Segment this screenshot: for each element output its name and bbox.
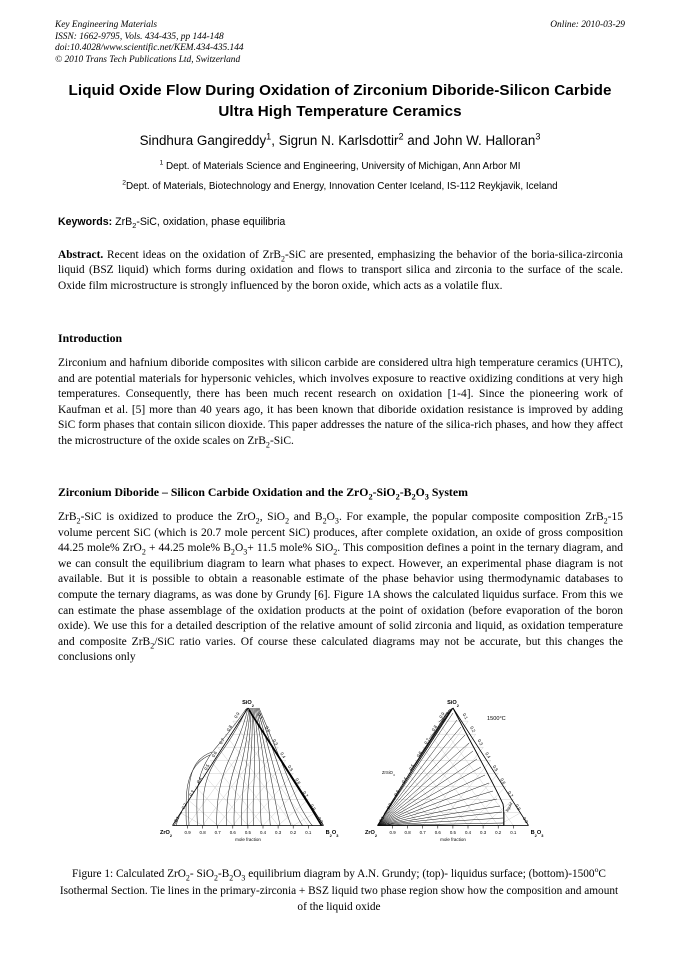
section-heading-system: Zirconium Diboride – Silicon Carbide Oxidation and the $ZrO_2-SiO_2-B_2O_3$ System: [58, 485, 468, 502]
svg-text:0.8: 0.8: [199, 830, 206, 835]
svg-text:0.2: 0.2: [180, 802, 188, 811]
ternary-diagram-liquidus: [148, 692, 348, 860]
journal-issn: ISSN: 1662-9795, Vols. 434-435, pp 144-148: [55, 31, 224, 42]
svg-text:0.3: 0.3: [480, 830, 487, 835]
svg-text:0.5: 0.5: [449, 830, 456, 835]
keywords-label: Keywords:: [58, 216, 113, 228]
svg-text:0.5: 0.5: [286, 764, 295, 773]
author-list: Sindhura Gangireddy$^1$, Sigrun N. Karlsdottir$^2$ and John W. Halloran$^3$: [139, 131, 541, 148]
svg-text:0.5: 0.5: [408, 763, 416, 772]
ternary-right-tick-labels-2: [462, 712, 530, 824]
svg-text:0.7: 0.7: [214, 830, 221, 835]
svg-text:0.6: 0.6: [499, 777, 507, 786]
ternary-right-corner-label: $B_2O_3$: [325, 830, 339, 838]
svg-text:0.3: 0.3: [476, 738, 484, 747]
zrsio4-phase-label: ZrSiO$_4$: [382, 770, 395, 777]
svg-text:0.2: 0.2: [264, 725, 272, 734]
ternary-right-corner-label-2: $B_2O_3$: [530, 830, 544, 838]
ternary-grid: [173, 721, 324, 825]
svg-text:0.4: 0.4: [484, 751, 492, 760]
journal-doi: doi:10.4028/www.scientific.net/KEM.434-435.144: [55, 43, 244, 54]
svg-text:0.3: 0.3: [271, 738, 279, 747]
svg-text:0.8: 0.8: [225, 724, 234, 733]
svg-text:0.7: 0.7: [301, 790, 310, 799]
ternary-left-corner-label-2: ZrO$_2$: [364, 830, 378, 838]
svg-text:0.9: 0.9: [184, 830, 191, 835]
svg-text:0.5: 0.5: [491, 764, 500, 773]
journal-header: [55, 20, 625, 66]
svg-text:0.9: 0.9: [521, 816, 530, 825]
figure-1: [60, 692, 620, 860]
figure-caption: Figure 1: Calculated ZrO$_2$- $SiO_2-B_2O_3$ equilibrium diagram by A.N. Grundy; (top)- liquidus surface; (bottom)-1500$^o$C Isothermal Section. Tie lines in the primary-zirconia + BSZ liquid two phase region show how the composition and amount of the liquid oxide: [59, 865, 619, 913]
keywords-line: [58, 215, 623, 229]
svg-text:0.6: 0.6: [210, 750, 218, 759]
svg-text:0.1: 0.1: [173, 815, 181, 824]
affiliation-2: $^2$Dept. of Materials, Biotechnology and Energy, Innovation Center Iceland, IS-112 Reykjavik, Iceland: [122, 179, 558, 192]
svg-text:0.6: 0.6: [434, 830, 441, 835]
journal-copyright: © 2010 Trans Tech Publications Ltd, Switzerland: [55, 54, 241, 65]
ternary-left-corner-label: ZrO$_2$: [159, 830, 173, 838]
svg-text:0.9: 0.9: [389, 830, 396, 835]
temperature-annotation: 1500°C: [487, 716, 506, 722]
svg-text:0.2: 0.2: [469, 725, 477, 734]
svg-text:0.9: 0.9: [316, 816, 325, 825]
svg-text:0.8: 0.8: [404, 830, 411, 835]
ternary-apex-label: SiO$_2$: [242, 700, 254, 708]
abstract-block: [58, 248, 623, 294]
abstract-text: Recent ideas on the oxidation of ZrB$_2$-SiC are presented, emphasizing the behavior of the boria-silica-zirconia liquid (BSZ liquid) which forms during oxidation and flows to transport silica and zirconia to the surface of the scale. Oxide film microstructure is strongly influenced by the boron oxide, which acts as a volatile flux.: [58, 249, 623, 292]
keywords-value: ZrB$_2$-SiC, oxidation, phase equilibria: [115, 216, 286, 231]
svg-text:0.7: 0.7: [419, 830, 426, 835]
svg-text:0.7: 0.7: [506, 790, 515, 799]
svg-text:0.6: 0.6: [415, 750, 423, 759]
section-body-system: ZrB$_2$-SiC is oxidized to produce the ZrO$_2$, SiO$_2$ and $B_2O_3$. For example, the popular composite composition ZrB$_2$-15 volume percent SiC (which is 20.7 mole percent SiC) produces, after complete oxidation, an oxide of gross composition 44.25 mole% ZrO$_2$ + 44.25 mole% $B_2O_3+ 11.5$ mole% SiO$_2$. This composition defines a point in the ternary diagram, and we can consult the equilibrium diagram to learn what phases to expect. However, an experimental phase diagram is not available. But it is possible to obtain a reasonable estimate of the phase behavior using thermodynamic databases to compute the ternary diagrams, as was done by Grundy [6]. Figure 1A shows the calculated liquidus surface. From this we can estimate the phase assemblage of the oxidation products at the point of oxidation (before evaporation of the boron oxide). We use this for a detailed description of the relative amount of solid zirconia and liquid, as oxidation temperature and composite ZrB$_2$/SiC ratio varies. Of course these calculated diagrams may not be accurate, but this changes the conclusions only: [58, 511, 624, 664]
section-heading-introduction: Introduction: [58, 331, 123, 345]
ternary-diagram-isothermal: [348, 692, 558, 860]
svg-text:0.2: 0.2: [495, 830, 502, 835]
svg-text:0.2: 0.2: [385, 802, 393, 811]
svg-text:0.8: 0.8: [430, 724, 439, 733]
svg-text:0.1: 0.1: [256, 712, 264, 721]
tie-lines: [378, 713, 504, 826]
ternary-bottom-ticks-2: [393, 826, 514, 829]
svg-text:0.8: 0.8: [309, 803, 317, 812]
svg-text:0.4: 0.4: [279, 751, 287, 760]
svg-text:0.6: 0.6: [294, 777, 302, 786]
abstract-label: Abstract.: [58, 249, 104, 261]
affiliation-1: $^1$ Dept. of Materials Science and Engineering, University of Michigan, Ann Arbor MI: [159, 159, 521, 172]
svg-text:0.6: 0.6: [229, 830, 236, 835]
svg-text:0.4: 0.4: [464, 830, 472, 835]
svg-text:0.1: 0.1: [305, 830, 312, 835]
section-body-introduction: Zirconium and hafnium diboride composites with silicon carbide are considered ultra high temperature ceramics (UHTC), and are potential materials for hypersonic vehicles, which involves exposure to reactive oxidizing conditions at very high temperatures. Consequently, there has been much recent research on oxidation [1-4]. Since the pioneering work of Kaufman et al. [5] more than 40 years ago, it has been known that diboride oxidation resistance is improved by adding SiC form phases that contain silicon dioxide. This paper addresses the nature of the silica-rich phases, and how they affect the microstructure of the oxide scales on ZrB$_2$-SiC.: [58, 357, 623, 450]
page-title: Liquid Oxide Flow During Oxidation of Zirconium Diboride-Silicon Carbide Ultra High Temperature Ceramics: [68, 82, 612, 120]
svg-text:0.3: 0.3: [188, 789, 196, 798]
svg-text:0.5: 0.5: [244, 830, 251, 835]
svg-text:0.4: 0.4: [259, 830, 267, 835]
svg-text:0.7: 0.7: [218, 737, 226, 746]
svg-text:0.9: 0.9: [233, 711, 241, 720]
svg-text:0.5: 0.5: [203, 763, 211, 772]
ternary-bottom-tick-labels: [185, 830, 312, 835]
svg-text:0.3: 0.3: [393, 789, 401, 798]
svg-text:0.4: 0.4: [400, 776, 408, 785]
ternary-right-tick-labels: [257, 712, 325, 824]
svg-text:0.7: 0.7: [423, 737, 431, 746]
online-date: Online: 2010-03-29: [550, 20, 625, 30]
svg-text:0.9: 0.9: [438, 711, 446, 720]
ternary-axis-title-2: mole fraction: [440, 837, 466, 842]
svg-text:0.4: 0.4: [195, 776, 203, 785]
svg-text:0.1: 0.1: [461, 712, 469, 721]
ternary-bottom-tick-labels-2: [390, 830, 517, 835]
ternary-left-tick-labels: [173, 711, 241, 823]
svg-text:0.1: 0.1: [378, 815, 386, 824]
ternary-bottom-ticks: [188, 826, 309, 829]
svg-text:0.1: 0.1: [510, 830, 517, 835]
journal-name: Key Engineering Materials: [55, 20, 158, 30]
svg-text:0.8: 0.8: [514, 803, 522, 812]
svg-text:0.2: 0.2: [290, 830, 297, 835]
ternary-apex-label-2: SiO$_2$: [447, 700, 459, 708]
ternary-axis-title: mole fraction: [235, 837, 261, 842]
svg-text:0.3: 0.3: [275, 830, 282, 835]
liquid-phase-label: liquid: [504, 801, 514, 813]
